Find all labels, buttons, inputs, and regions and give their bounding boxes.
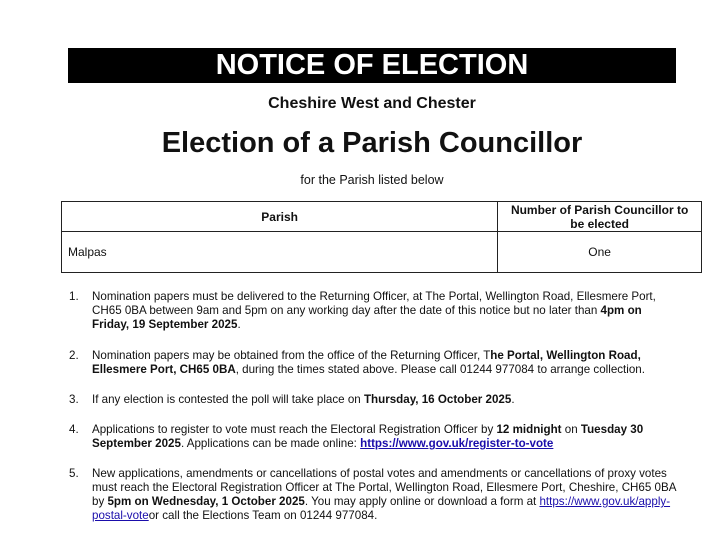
note-text: Applications to register to vote must reach the Electoral Registration Officer by xyxy=(92,423,497,436)
table-row xyxy=(62,232,702,273)
deadline-time-text: 12 midnight xyxy=(496,423,562,436)
note-text: . xyxy=(511,393,515,406)
note-item-3 xyxy=(69,393,681,407)
address-text: he Portal, Wellington Road, Ellesmere Port, CH65 0BA xyxy=(92,349,641,376)
poll-date-text: Thursday, 16 October 2025 xyxy=(363,393,512,406)
note-item-4 xyxy=(69,423,681,451)
note-text: Nomination papers must be delivered to the Returning Officer, at The Portal, Wellington Road, Ellesmere Port, CH65 0BA between 9am and 5pm on any working day after the date of this notice but no later than xyxy=(92,290,656,317)
table-header-row xyxy=(62,202,702,232)
note-text: on xyxy=(561,423,581,436)
note-text: Nomination papers may be obtained from the office of the Returning Officer, T xyxy=(92,349,491,362)
deadline-text: 5pm on Wednesday, 1 October 2025 xyxy=(107,495,305,508)
page-subtitle: for the Parish listed below xyxy=(300,173,444,187)
banner-title: NOTICE OF ELECTION xyxy=(215,49,529,81)
apply-postal-vote-link[interactable]: https://www.gov.uk/apply-postal-vote xyxy=(92,495,671,522)
register-to-vote-link[interactable]: https://www.gov.uk/register-to-vote xyxy=(360,437,554,450)
councillor-count-cell: One xyxy=(498,232,702,273)
note-text: . Applications can be made online: xyxy=(180,437,361,450)
note-number: 2. xyxy=(69,349,79,362)
deadline-text: 4pm on Friday, 19 September 2025 xyxy=(92,304,642,331)
column-header-number: Number of Parish Councillor to be elected xyxy=(498,202,702,232)
note-text: New applications, amendments or cancellations of postal votes and amendments or cancellations of proxy votes must reach the Electoral Registration Officer at The Portal, Wellington Road, Ellesmere Port, Cheshire, CH65 0BA by xyxy=(92,467,676,508)
notes-list xyxy=(69,290,681,523)
council-name: Cheshire West and Chester xyxy=(268,95,476,112)
note-number: 4. xyxy=(69,423,79,436)
note-text: . xyxy=(237,318,241,331)
note-number: 1. xyxy=(69,290,79,303)
note-text: , during the times stated above. Please call 01244 977084 to arrange collection. xyxy=(235,363,645,376)
notice-banner xyxy=(68,48,676,83)
note-text: If any election is contested the poll will take place on xyxy=(92,393,364,406)
note-text: or call the Elections Team on 01244 977084. xyxy=(148,509,378,522)
note-item-5 xyxy=(69,467,681,523)
note-item-2 xyxy=(69,349,681,377)
note-number: 5. xyxy=(69,467,79,480)
page-title: Election of a Parish Councillor xyxy=(161,127,583,159)
parish-name-cell: Malpas xyxy=(62,232,498,273)
note-text: . You may apply online or download a form at xyxy=(304,495,540,508)
parish-table xyxy=(61,201,702,273)
column-header-parish: Parish xyxy=(62,202,498,232)
deadline-date-text: Tuesday 30 September 2025 xyxy=(92,423,644,450)
note-item-1 xyxy=(69,290,681,332)
note-number: 3. xyxy=(69,393,79,406)
